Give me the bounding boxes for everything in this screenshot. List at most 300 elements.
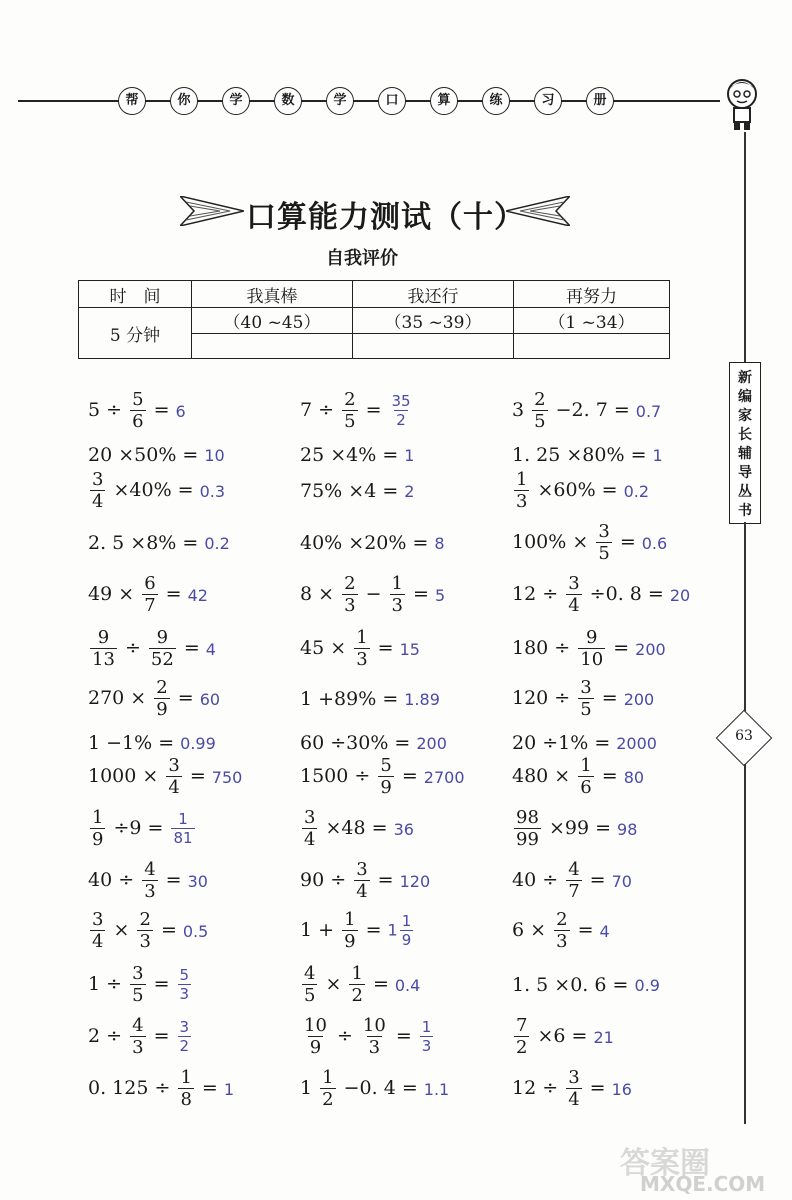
self-evaluation-label: 自我评价: [326, 248, 398, 269]
denominator: 9: [92, 829, 104, 850]
denominator: 3: [139, 931, 151, 952]
denominator: 3: [421, 1037, 432, 1055]
page-number: 63: [735, 728, 753, 744]
handwritten-answer[interactable]: [394, 820, 414, 839]
side-char-6: 丛: [738, 484, 752, 500]
expr-text: 1 −1% =: [88, 732, 175, 754]
expr-text: 0.7: [635, 401, 662, 421]
fraction: [320, 1069, 335, 1109]
expr-text: =: [371, 637, 394, 659]
range-good: （35 ~39）: [353, 308, 514, 334]
handwritten-answer[interactable]: [434, 534, 444, 553]
handwritten-answer[interactable]: [388, 914, 416, 948]
expr-text: 750: [211, 767, 243, 787]
fraction: [90, 471, 105, 511]
handwritten-answer[interactable]: [624, 482, 649, 501]
fraction: [390, 394, 413, 428]
fraction: [554, 911, 569, 951]
question: [300, 861, 394, 901]
expr-text: =: [171, 687, 194, 709]
expr-text: 180 ÷: [512, 637, 577, 659]
handwritten-answer[interactable]: [624, 768, 644, 787]
handwritten-answer[interactable]: [200, 690, 220, 709]
handwritten-answer[interactable]: [176, 402, 186, 421]
expr-text: 40% ×20% =: [300, 532, 429, 554]
expr-text: ×99 =: [542, 817, 612, 839]
fraction: [178, 1069, 193, 1109]
score-cell-good[interactable]: [353, 334, 514, 359]
expr-text: 12 ÷: [512, 583, 565, 605]
expr-text: 20 ×50% =: [88, 444, 199, 466]
numerator: 2: [156, 677, 168, 698]
denominator: 3: [356, 649, 368, 670]
fraction: [130, 1017, 145, 1057]
exercise-item: [512, 1066, 632, 1112]
header-char-1: 你: [170, 87, 198, 115]
handwritten-answer[interactable]: [670, 586, 690, 605]
handwritten-answer[interactable]: [400, 640, 420, 659]
expr-text: 2. 5 ×8% =: [88, 532, 199, 554]
expr-text: 0.3: [199, 481, 226, 501]
fraction: [354, 629, 369, 669]
header-excellent: 我真棒: [192, 281, 353, 308]
handwritten-answer[interactable]: [653, 446, 663, 465]
side-rule-middle: [744, 522, 746, 718]
expr-text: 15: [399, 639, 420, 659]
numerator: 1: [180, 1067, 192, 1088]
header-good: 我还行: [353, 281, 514, 308]
expr-text: 70: [611, 871, 632, 891]
question: [300, 965, 389, 1005]
question: [300, 911, 382, 951]
numerator: 3: [179, 1018, 190, 1036]
question: [88, 575, 182, 615]
expr-text: 1. 5 ×0. 6 =: [512, 974, 629, 996]
expr-text: 12 ÷: [512, 1077, 565, 1099]
numerator: 1: [421, 1018, 432, 1036]
expr-text: ×48 =: [319, 817, 388, 839]
question: [88, 757, 206, 797]
question: [512, 575, 664, 615]
question: [512, 391, 630, 431]
exercise-item: [88, 754, 242, 800]
question: [88, 732, 174, 754]
question: [512, 1069, 606, 1109]
exercise-item: [300, 572, 445, 618]
handwritten-answer[interactable]: [593, 1028, 613, 1047]
exercise-item: [300, 1014, 435, 1060]
exercise-item: [300, 754, 465, 800]
numerator: 5: [132, 389, 144, 410]
handwritten-answer[interactable]: [636, 402, 661, 421]
numerator: 9: [97, 627, 110, 648]
question: [300, 575, 429, 615]
fraction: [149, 629, 176, 669]
numerator: 1: [351, 963, 363, 984]
question: [512, 523, 636, 563]
question: [88, 471, 194, 511]
fraction: [90, 911, 105, 951]
exercise-item: [512, 908, 610, 954]
expr-text: ×: [319, 973, 348, 995]
numerator: 7: [516, 1015, 528, 1036]
exercise-item: [300, 676, 440, 722]
watermark-logo: 答案圈: [620, 1146, 710, 1181]
denominator: 9: [401, 931, 412, 949]
handwritten-answer[interactable]: [634, 976, 659, 995]
denominator: 6: [580, 777, 592, 798]
question: [300, 444, 398, 466]
exercise-item: [512, 806, 637, 852]
expr-text: 16: [611, 1079, 632, 1099]
title-arrow-left-icon: [180, 196, 244, 226]
handwritten-answer[interactable]: [635, 640, 666, 659]
numerator: 10: [304, 1015, 327, 1036]
question: [512, 679, 618, 719]
fraction: [596, 523, 611, 563]
expr-text: =: [607, 637, 630, 659]
denominator: 3: [391, 595, 403, 616]
exercise-item: [512, 520, 667, 566]
numerator: 3: [598, 521, 610, 542]
expr-text: 20 ÷1% =: [512, 732, 611, 754]
expr-text: =: [389, 1025, 412, 1047]
denominator: 4: [568, 1089, 580, 1110]
handwritten-answer[interactable]: [388, 394, 415, 428]
denominator: 5: [344, 411, 356, 432]
numerator: 1: [322, 1067, 334, 1088]
expr-text: ×40% =: [107, 479, 194, 501]
denominator: 3: [132, 1037, 144, 1058]
numerator: 3: [168, 755, 180, 776]
expr-text: 1: [387, 920, 398, 940]
expr-text: 0.5: [182, 921, 209, 941]
fraction: [137, 911, 152, 951]
numerator: 1: [92, 807, 104, 828]
expr-text: =: [159, 583, 182, 605]
expr-text: 49 ×: [88, 583, 141, 605]
fraction: [390, 575, 405, 615]
denominator: 9: [156, 699, 168, 720]
header-time: 时 间: [79, 281, 192, 308]
expr-text: 3: [512, 399, 531, 421]
handwritten-answer[interactable]: [212, 768, 243, 787]
handwritten-answer[interactable]: [204, 534, 229, 553]
expr-text: 10: [204, 445, 225, 465]
fraction: [302, 1017, 329, 1057]
numerator: 1: [516, 469, 528, 490]
expr-text: 1. 25 ×80% =: [512, 444, 647, 466]
handwritten-answer[interactable]: [224, 1080, 234, 1099]
watermark-url: MXQE.COM: [640, 1172, 766, 1196]
expr-text: 75% ×4 =: [300, 480, 399, 502]
question: [88, 1017, 170, 1057]
side-rule-top: [744, 132, 746, 362]
handwritten-answer[interactable]: [400, 872, 431, 891]
expr-text: 200: [623, 689, 655, 709]
numerator: 4: [132, 1015, 144, 1036]
exercise-item: [512, 858, 632, 904]
denominator: 5: [580, 699, 592, 720]
handwritten-answer[interactable]: [424, 1080, 449, 1099]
denominator: 3: [344, 595, 356, 616]
expr-text: 8: [434, 533, 445, 553]
expr-text: =: [183, 765, 206, 787]
numerator: 3: [580, 677, 592, 698]
denominator: 2: [396, 411, 406, 429]
handwritten-answer[interactable]: [612, 872, 632, 891]
exercise-item: [88, 572, 208, 618]
question: [88, 444, 198, 466]
expr-text: =: [595, 765, 618, 787]
expr-text: ÷: [330, 1025, 359, 1047]
numerator: 5: [380, 755, 392, 776]
exercise-item: [300, 388, 415, 434]
expr-text: −: [359, 583, 388, 605]
numerator: 35: [391, 392, 411, 410]
question: [88, 391, 170, 431]
numerator: 10: [362, 1015, 386, 1036]
exercise-item: [512, 754, 644, 800]
expr-text: −0. 4 =: [337, 1077, 418, 1099]
time-value: 5 分钟: [79, 308, 192, 359]
expr-text: 20: [669, 585, 691, 605]
exercise-item: [88, 908, 208, 954]
fraction: [302, 965, 317, 1005]
fraction: [154, 679, 169, 719]
question: [300, 480, 398, 502]
denominator: 2: [351, 985, 363, 1006]
numerator: 4: [568, 859, 580, 880]
fraction: [349, 965, 364, 1005]
fraction: [378, 757, 393, 797]
denominator: 4: [304, 829, 316, 850]
side-char-0: 新: [738, 370, 752, 386]
question: [88, 809, 163, 849]
handwritten-answer[interactable]: [435, 586, 445, 605]
fraction: [142, 861, 157, 901]
title-arrow-right-icon: [506, 196, 570, 226]
expr-text: 1 +: [300, 919, 341, 941]
denominator: 2: [516, 1037, 528, 1058]
handwritten-answer[interactable]: [180, 734, 216, 753]
expr-text: 0.9: [634, 975, 660, 995]
expr-text: 4: [599, 921, 610, 941]
handwritten-answer[interactable]: [416, 734, 447, 753]
handwritten-answer[interactable]: [395, 976, 420, 995]
numerator: 2: [139, 909, 151, 930]
expr-text: =: [583, 869, 606, 891]
numerator: 6: [144, 573, 156, 594]
numerator: 1: [178, 810, 188, 828]
question: [512, 757, 618, 797]
handwritten-answer[interactable]: [612, 1080, 632, 1099]
exercise-item: [88, 806, 197, 852]
score-cell-excellent[interactable]: [192, 334, 353, 359]
range-excellent: （40 ~45）: [192, 308, 353, 334]
exercise-item: [300, 1066, 449, 1112]
exercise-item: [512, 572, 690, 618]
header-char-8: 习: [534, 87, 562, 115]
question: [300, 732, 410, 754]
expr-text: 40 ÷: [88, 869, 141, 891]
expr-text: −2. 7 =: [549, 399, 630, 421]
fraction: [566, 575, 581, 615]
header-char-0: 帮: [118, 87, 146, 115]
expr-text: 90 ÷: [300, 869, 353, 891]
fraction: [142, 575, 157, 615]
question: [512, 974, 628, 996]
numerator: 98: [516, 807, 539, 828]
question: [512, 911, 594, 951]
side-char-7: 书: [738, 503, 752, 519]
exercise-item: [512, 388, 661, 434]
handwritten-answer[interactable]: [200, 482, 225, 501]
fraction: [578, 757, 593, 797]
exercise-item: [300, 520, 445, 566]
exercise-item: [512, 468, 649, 514]
handwritten-answer[interactable]: [424, 768, 465, 787]
exercise-item: [300, 468, 414, 514]
handwritten-answer[interactable]: [204, 446, 224, 465]
numerator: 9: [156, 627, 169, 648]
fraction: [532, 391, 547, 431]
denominator: 3: [144, 881, 156, 902]
handwritten-answer[interactable]: [188, 586, 208, 605]
expr-text: 1 ÷: [88, 973, 129, 995]
expr-text: 1500 ÷: [300, 765, 377, 787]
fraction: [514, 809, 541, 849]
denominator: 3: [179, 985, 190, 1003]
question: [300, 809, 388, 849]
handwritten-answer[interactable]: [624, 690, 655, 709]
self-evaluation-table: [78, 280, 670, 359]
handwritten-answer[interactable]: [404, 446, 414, 465]
numerator: 4: [144, 859, 156, 880]
mascot-icon: [724, 76, 760, 132]
range-try-harder: （1 ~34）: [514, 308, 670, 334]
handwritten-answer[interactable]: [600, 922, 610, 941]
expr-text: 1.1: [423, 1079, 450, 1099]
handwritten-answer[interactable]: [188, 872, 208, 891]
score-cell-try-harder[interactable]: [514, 334, 670, 359]
side-char-3: 长: [738, 427, 752, 443]
expr-text: 1: [652, 445, 663, 465]
question: [512, 809, 611, 849]
denominator: 4: [92, 491, 104, 512]
denominator: 9: [344, 931, 356, 952]
expr-text: =: [395, 765, 418, 787]
expr-text: 270 ×: [88, 687, 153, 709]
denominator: 9: [309, 1037, 322, 1058]
expr-text: 200: [635, 639, 666, 659]
expr-text: 42: [187, 585, 208, 605]
handwritten-answer[interactable]: [206, 640, 216, 659]
exercise-item: [300, 806, 414, 852]
handwritten-answer[interactable]: [617, 820, 637, 839]
fraction: [90, 629, 117, 669]
exercise-item: [88, 1014, 193, 1060]
numerator: 9: [585, 627, 598, 648]
expr-text: 60: [199, 689, 221, 709]
handwritten-answer[interactable]: [404, 482, 414, 501]
fraction: [342, 391, 357, 431]
fraction: [354, 861, 369, 901]
numerator: 2: [534, 389, 546, 410]
exercise-item: [300, 962, 420, 1008]
header-char-7: 练: [482, 87, 510, 115]
expr-text: 0.2: [204, 533, 230, 553]
question: [88, 532, 198, 554]
handwritten-answer[interactable]: [169, 812, 196, 846]
fraction: [166, 757, 181, 797]
denominator: 5: [534, 411, 546, 432]
expr-text: =: [371, 869, 394, 891]
expr-text: ÷9 =: [107, 817, 164, 839]
exercise-item: [300, 908, 415, 954]
exercise-item: [512, 676, 654, 722]
exercise-item: [512, 1014, 614, 1060]
handwritten-answer[interactable]: [616, 734, 657, 753]
expr-text: 1.89: [404, 689, 440, 709]
question: [88, 679, 194, 719]
handwritten-answer[interactable]: [404, 690, 440, 709]
expr-text: 4: [205, 639, 216, 659]
exercise-item: [88, 1066, 234, 1112]
handwritten-answer[interactable]: [183, 922, 208, 941]
expr-text: 0.6: [641, 533, 668, 553]
fraction: [514, 1017, 529, 1057]
header-char-9: 册: [586, 87, 614, 115]
numerator: 3: [92, 469, 104, 490]
denominator: 4: [168, 777, 180, 798]
expr-text: 1: [300, 1077, 319, 1099]
question: [88, 629, 200, 669]
expr-text: =: [177, 637, 200, 659]
question: [300, 629, 394, 669]
denominator: 8: [180, 1089, 192, 1110]
fraction: [566, 861, 581, 901]
question: [512, 1017, 587, 1057]
exercise-item: [88, 858, 208, 904]
fraction: [130, 965, 145, 1005]
numerator: 3: [132, 963, 144, 984]
handwritten-answer[interactable]: [642, 534, 667, 553]
expr-text: 1000 ×: [88, 765, 165, 787]
expr-text: 2 ÷: [88, 1025, 129, 1047]
expr-text: =: [147, 399, 170, 421]
expr-text: =: [195, 1077, 218, 1099]
handwritten-answer[interactable]: [418, 1020, 436, 1054]
numerator: 1: [344, 909, 356, 930]
denominator: 3: [516, 491, 528, 512]
expr-text: 2700: [423, 767, 465, 787]
handwritten-answer[interactable]: [176, 968, 194, 1002]
exercise-item: [88, 520, 230, 566]
question: [300, 757, 418, 797]
expr-text: 480 ×: [512, 765, 577, 787]
expr-text: 1 +89% =: [300, 688, 399, 710]
denominator: 99: [516, 829, 539, 850]
fraction: [130, 391, 145, 431]
handwritten-answer[interactable]: [176, 1020, 194, 1054]
expr-text: ÷0. 8 =: [583, 583, 664, 605]
denominator: 81: [173, 829, 193, 847]
exercise-item: [300, 858, 430, 904]
numerator: 2: [344, 389, 356, 410]
expr-text: =: [407, 583, 429, 605]
expr-text: =: [359, 919, 382, 941]
